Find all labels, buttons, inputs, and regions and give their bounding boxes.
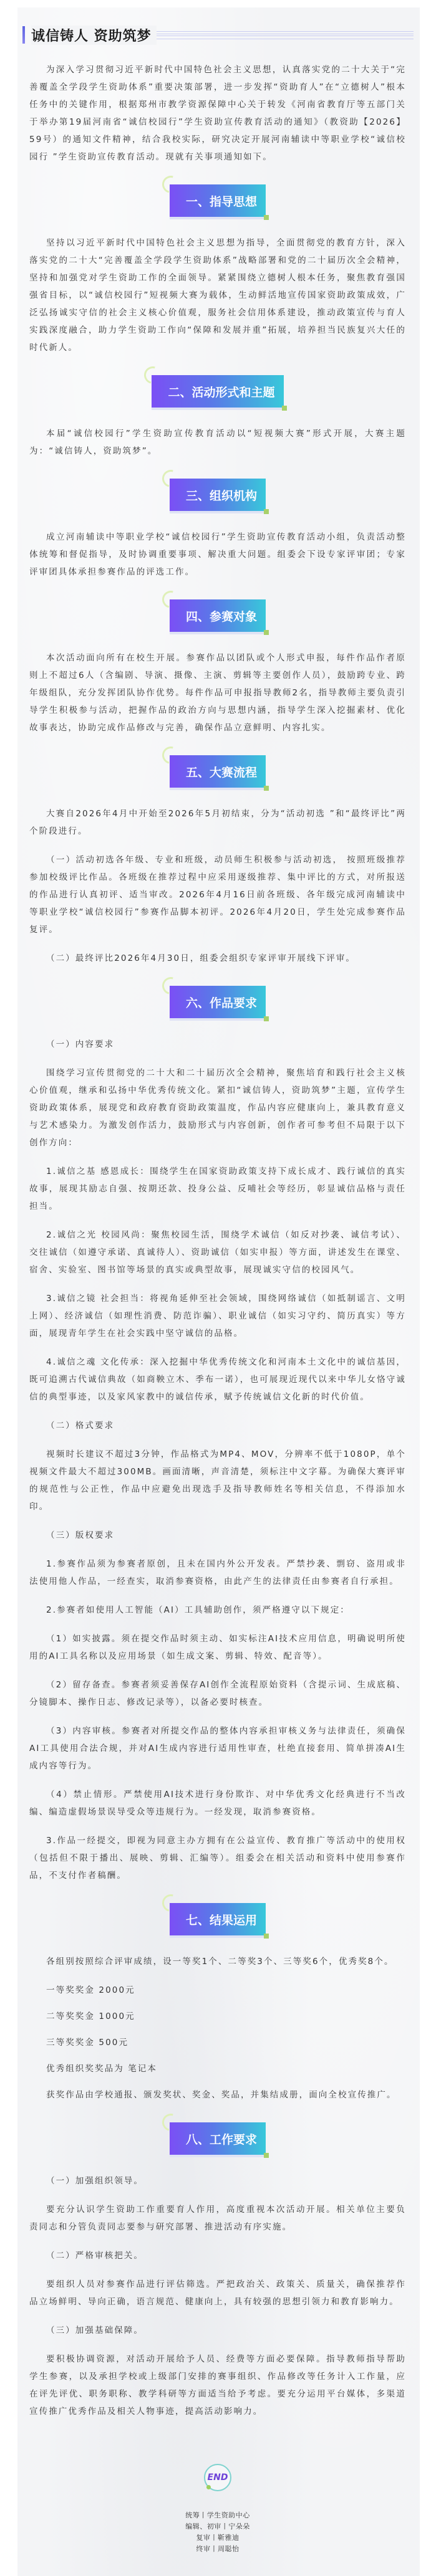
- section-heading-badge: 五、大赛流程: [170, 755, 266, 788]
- end-dot-icon: [206, 2485, 211, 2489]
- section-organization: [29, 479, 406, 581]
- list-item: （2）留存备查。参赛者须妥善保存AI创作全流程原始资料（含提示词、生成底稿、分镜脚本、操作日志、修改记录等），以备必要时核查。: [29, 1680, 406, 1707]
- section-guiding-ideology: [29, 184, 406, 356]
- subheading: （二）格式要求: [46, 1421, 115, 1431]
- section-heading-badge: 二、活动形式和主题: [152, 375, 283, 408]
- list-item: 3.作品一经提交，即视为同意主办方拥有在公益宣传、教育推广等活动中的使用权（包括但不限于播出、展映、剪辑、汇编等）。组委会在相关活动和资料中使用参赛作品，不支付作者稿酬。: [29, 1836, 406, 1881]
- title-decorative-lines: [157, 31, 414, 39]
- section-heading-badge: 八、工作要求: [170, 2122, 266, 2155]
- prize-organization: 优秀组织奖奖品为 笔记本: [46, 2064, 157, 2074]
- section-paragraph: 要组织人员对参赛作品进行评估筛选。严把政治关、政策关、质量关，确保推荐作品立场鲜明、导向正确，语言规范、健康向上，具有较强的思想引领力和教育影响力。: [29, 2279, 406, 2307]
- section-paragraph: 成立河南辅读中等职业学校“诚信校园行”学生资助宣传教育活动小组，负责活动整体统筹和督促指导，及时协调重要事项、解决重大问题。组委会下设专家评审团；专家评审团具体承担参赛作品的评选工作。: [29, 532, 406, 577]
- article-title-bar: [22, 7, 414, 47]
- list-item: 1.诚信之基 感恩成长：围绕学生在国家资助政策支持下成长成才、践行诚信的真实故事，展现其励志自强、按期还款、投身公益、反哺社会等经历，彰显诚信品格与责任担当。: [29, 1166, 406, 1211]
- section-heading-badge: 七、结果运用: [170, 1903, 266, 1935]
- section-paragraph: 本次活动面向所有在校生开展。参赛作品以团队或个人形式申报，每件作品作者原则上不超过6人（含编剧、导演、摄像、主演、剪辑等主要创作人员），鼓励跨专业、跨年级组队，充分发挥团队协作优势。每件作品可申报指导教师2名，指导教师主要负责引导学生积极参与活动，把握作品的政治方向与思想内涵，指导学生深入挖掘素材、优化故事表达，协助完成作品修改与完善，确保作品立意鲜明、内容扎实。: [29, 653, 406, 733]
- credit-line: 复审丨靳雅迪: [196, 2534, 240, 2542]
- list-item: 2.参赛者如使用人工智能（AI）工具辅助创作，须严格遵守以下规定：: [46, 1605, 350, 1615]
- section-activity-form: [29, 375, 406, 460]
- intro-paragraph: 为深入学习贯彻习近平新时代中国特色社会主义思想，认真落实党的二十大关于“完善覆盖全学段学生资助体系”重要决策部署，进一步发挥“资助育人”在“立德树人”根本任务中的关键作用，根据郑州市教学资源保障中心关于转发《河南省教育厅等五部门关于举办第19届河南省“诚信校园行”学生资助宣传教育活动的通知》（教资助【2026】59号）的通知文件精神，结合我校实际，研究决定开展河南辅读中等职业学校“诚信校园行 ”学生资助宣传教育活动。现就有关事项通知如下。: [29, 65, 406, 162]
- credits-block: [29, 2510, 406, 2555]
- list-item: 3.诚信之镜 社会担当：将视角延伸至社会领域，围绕网络诚信（如抵制谣言、文明上网）、经济诚信（如理性消费、防范诈骗）、职业诚信（如实习守约、简历真实）等方面，展现青年学生在社会实践中坚守诚信的品格。: [29, 1294, 406, 1338]
- prize-third: 三等奖奖金 500元: [46, 2038, 129, 2048]
- subheading: （二）严格审核把关。: [46, 2251, 143, 2261]
- list-item: 2.诚信之光 校园风尚：聚焦校园生活，围绕学术诚信（如反对抄袭、诚信考试）、交往诚信（如遵守承诺、真诚待人）、资助诚信（如实申报）等方面，讲述发生在课堂、宿舍、实验室、图书馆等场景的真实或典型故事，展现诚实守信的校园风气。: [29, 1230, 406, 1275]
- section-paragraph: 视频时长建议不超过3分钟，作品格式为MP4、MOV，分辨率不低于1080P，单个视频文件最大不超过300MB。画面清晰，声音清楚，须标注中文字幕。为确保大赛评审的规范性与公正性，作品中应避免出现选手及指导教师姓名等相关信息，不得添加水印。: [29, 1449, 406, 1512]
- credit-line: 编辑、初审丨宁朵朵: [185, 2522, 250, 2531]
- section-heading-badge: 一、指导思想: [170, 184, 266, 217]
- list-item: （3）内容审核。参赛者对所提交作品的整体内容承担审核义务与法律责任，须确保AI工具使用合法合规，并对AI生成内容进行适用性审查，杜绝直接套用、简单拼凑AI生成内容等行为。: [29, 1726, 406, 1771]
- credit-line: 统筹丨学生资助中心: [185, 2511, 250, 2519]
- section-paragraph: （一）活动初选各年级、专业和班级，动员师生积极参与活动初选， 按照班级推荐参加校级评比作品。各班级在推荐过程中应采用逐级推荐、集中评比的方式，对所报送的作品进行认真初评、适当审改。2026年4月16日前各班级、各年级完成河南辅读中等职业学校“诚信校园行”参赛作品脚本初评。2026年4月20日，学生处完成参赛作品复评。: [29, 855, 406, 935]
- subheading: （三）版权要求: [46, 1530, 115, 1540]
- section-paragraph: 大赛自2026年4月中开始至2026年5月初结束，分为“活动初选 ”和“最终评比”两个阶段进行。: [29, 809, 406, 836]
- section-heading-badge: 四、参赛对象: [170, 599, 266, 632]
- list-item: （1）如实披露。须在提交作品时须主动、如实标注AI技术应用信息，明确说明所使用的AI工具名称以及应用场景（如生成文案、剪辑、特效、配音等）。: [29, 1634, 406, 1661]
- section-paragraph: 要积极协调资源，对活动开展给予人员、经费等方面必要保障。指导教师指导帮助学生参赛，以及承担学校或上级部门安排的赛事组织、作品修改等任务计入工作量，应在评先评优、职务职称、教学科研等方面适当给予考虑。要充分运用平台媒体，多渠道宣传推广优秀作品及相关人物事迹，提高活动影响力。: [29, 2354, 406, 2416]
- section-paragraph: 获奖作品由学校通报、颁发奖状、奖金、奖品，并集结成册，面向全校宣传推广。: [46, 2090, 397, 2100]
- subheading: （三）加强基础保障。: [46, 2326, 143, 2335]
- list-item: 4.诚信之魂 文化传承：深入挖掘中华优秀传统文化和河南本土文化中的诚信基因，既可追溯古代诚信典故（如商鞅立木、季布一诺），也可展现近现代以来中华儿女恪守诚信的典型事迹，以及家风家教中的诚信传承，赋予传统诚信文化新的时代价值。: [29, 1357, 406, 1402]
- end-circle-icon: [204, 2464, 231, 2491]
- subheading: （一）内容要求: [46, 1039, 115, 1049]
- article-page: [17, 7, 420, 2576]
- awards-summary: 各组别按照综合评审成绩，设一等奖1个、二等奖3个、三等奖6个，优秀奖8个。: [46, 1957, 394, 1967]
- section-heading-badge: 三、组织机构: [170, 479, 266, 511]
- prize-second: 二等奖奖金 1000元: [46, 2011, 135, 2021]
- end-marker: [29, 2464, 406, 2491]
- section-paragraph: 要充分认识学生资助工作重要育人作用，高度重视本次活动开展。相关单位主要负责同志和分管负责同志要参与研究部署、推进活动有序实施。: [29, 2205, 406, 2232]
- section-job-requirements: [29, 2122, 406, 2420]
- subheading: （一）加强组织领导。: [46, 2176, 143, 2186]
- section-paragraph: 本届“诚信校园行”学生资助宣传教育活动以“短视频大赛”形式开展，大赛主题为：“诚信铸人，资助筑梦”。: [29, 429, 406, 456]
- title-accent-bar: [22, 26, 25, 44]
- section-paragraph: （二）最终评比2026年4月30日，组委会组织专家评审开展线下评审。: [46, 953, 356, 963]
- section-heading-badge: 六、作品要求: [170, 986, 266, 1018]
- section-work-requirements: [29, 986, 406, 1884]
- section-results: [29, 1903, 406, 2104]
- list-item: （4）禁止情形。严禁使用AI技术进行身份欺诈、对中华优秀文化经典进行不当改编、编造虚假场景误导受众等违规行为。一经发现，取消参赛资格。: [29, 1790, 406, 1817]
- section-participants: [29, 599, 406, 737]
- section-competition-process: [29, 755, 406, 967]
- article-content: [17, 61, 420, 2555]
- section-paragraph: 围绕学习宣传贯彻党的二十大和二十届历次全会精神，聚焦培育和践行社会主义核心价值观，继承和弘扬中华优秀传统文化。紧扣“诚信铸人，资助筑梦”主题，宣传学生资助政策体系，展现党和政府教育资助政策温度，作品内容应健康向上，兼具教育意义与艺术感染力。为激发创作活力，鼓励形式与内容创新，创作者可参考但不局限于以下创作方向：: [29, 1068, 406, 1148]
- article-title: 诚信铸人 资助筑梦: [31, 26, 157, 45]
- end-label: END: [207, 2473, 228, 2483]
- credit-line: 终审丨周聪怡: [196, 2545, 240, 2553]
- section-paragraph: 坚持以习近平新时代中国特色社会主义思想为指导，全面贯彻党的教育方针，深入落实党的二十大“完善覆盖全学段学生资助体系”战略部署和党的二十届历次全会精神，坚持和加强党对学生资助工作的全面领导。紧紧围绕立德树人根本任务，聚焦教育强国强省目标，以“诚信校园行”短视频大赛为载体，生动鲜活地宣传国家资助政策成效，广泛弘扬诚实守信的社会主义核心价值观，服务社会信用体系建设，推动政策宣传与育人实践深度融合，助力学生资助工作向“保障和发展并重”拓展，培养担当民族复兴大任的时代新人。: [29, 238, 406, 353]
- prize-first: 一等奖奖金 2000元: [46, 1985, 135, 1995]
- list-item: 1.参赛作品须为参赛者原创，且未在国内外公开发表。严禁抄袭、剽窃、盗用或非法使用他人作品，一经查实，取消参赛资格，由此产生的法律责任由参赛者自行承担。: [29, 1559, 406, 1586]
